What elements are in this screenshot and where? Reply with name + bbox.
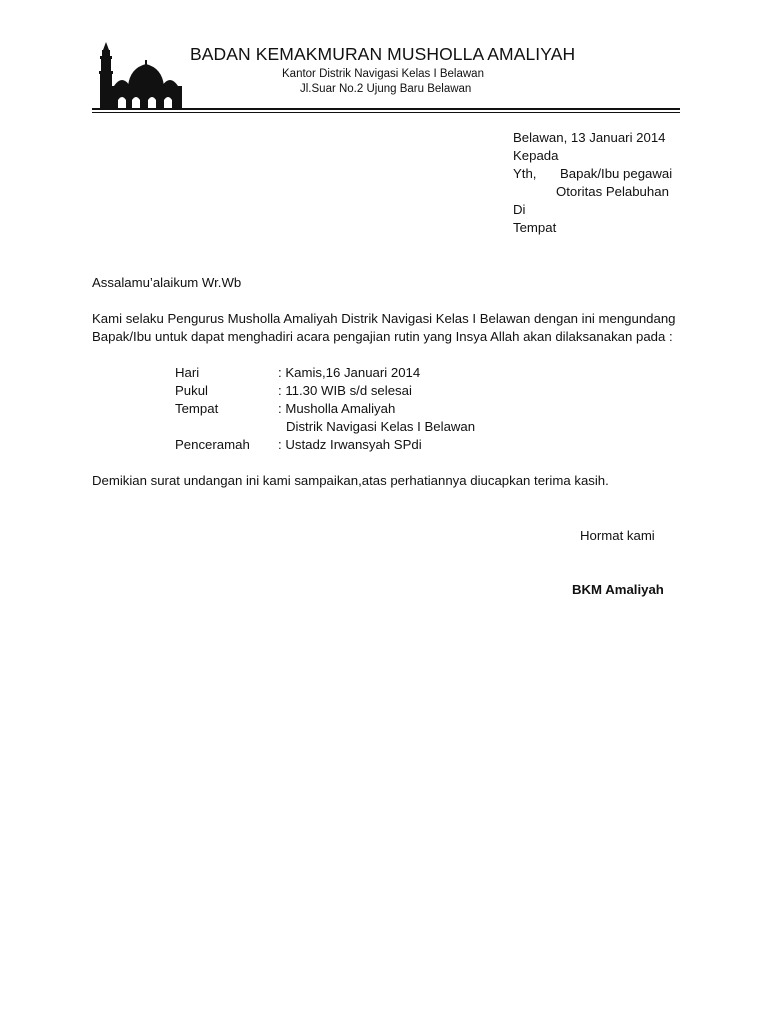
yth-label: Yth, bbox=[513, 166, 537, 181]
header-divider-thin bbox=[92, 112, 680, 113]
signer-name: BKM Amaliyah bbox=[572, 582, 664, 597]
letter-date: Belawan, 13 Januari 2014 bbox=[513, 130, 666, 145]
header-divider bbox=[92, 108, 680, 110]
pukul-value: : 11.30 WIB s/d selesai bbox=[278, 383, 412, 398]
regards: Hormat kami bbox=[580, 528, 655, 543]
recipient-line1: Bapak/Ibu pegawai bbox=[560, 166, 673, 181]
di-label: Di bbox=[513, 202, 526, 217]
greeting: Assalamu’alaikum Wr.Wb bbox=[92, 275, 242, 290]
hari-label: Hari bbox=[175, 365, 200, 380]
tempat-value: : Musholla Amaliyah bbox=[278, 401, 396, 416]
mosque-icon bbox=[92, 42, 184, 108]
recipient-line2: Otoritas Pelabuhan bbox=[556, 184, 669, 199]
penceramah-label: Penceramah bbox=[175, 437, 250, 452]
tempat-value-2: Distrik Navigasi Kelas I Belawan bbox=[286, 419, 476, 434]
office-name: Kantor Distrik Navigasi Kelas I Belawan bbox=[282, 68, 484, 80]
to-label: Kepada bbox=[513, 148, 559, 163]
hari-value: : Kamis,16 Januari 2014 bbox=[278, 365, 421, 380]
recipient-place: Tempat bbox=[513, 220, 557, 235]
intro-line-1: Kami selaku Pengurus Musholla Amaliyah Distrik Navigasi Kelas I Belawan dengan ini mengundang bbox=[92, 311, 676, 326]
org-name: BADAN KEMAKMURAN MUSHOLLA AMALIYAH bbox=[190, 44, 576, 64]
intro-line-2: Bapak/Ibu untuk dapat menghadiri acara pengajian rutin yang Insya Allah akan dilaksanakan pada : bbox=[92, 329, 673, 344]
office-address: Jl.Suar No.2 Ujung Baru Belawan bbox=[300, 83, 472, 95]
penceramah-value: : Ustadz Irwansyah SPdi bbox=[278, 437, 422, 452]
pukul-label: Pukul bbox=[175, 383, 208, 398]
tempat-label: Tempat bbox=[175, 401, 219, 416]
closing-text: Demikian surat undangan ini kami sampaikan,atas perhatiannya diucapkan terima kasih. bbox=[92, 473, 609, 488]
